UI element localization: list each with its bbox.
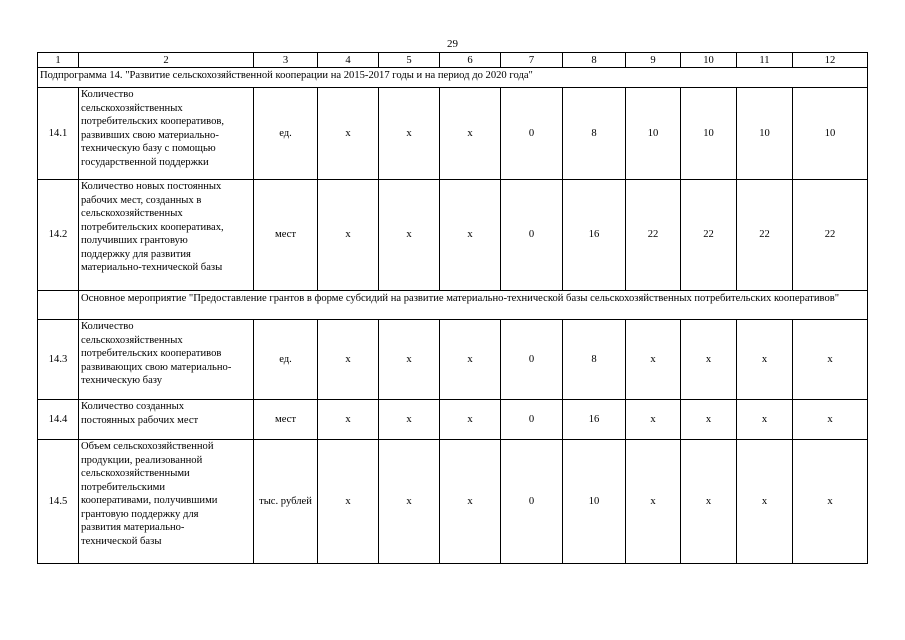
indicator-name-line: Объем сельскохозяйственной <box>81 441 214 452</box>
unit-cell: мест <box>254 180 318 291</box>
indicator-name-cell <box>79 180 254 291</box>
indicator-name-line: развивающих свою материально- <box>81 361 232 373</box>
page-number: 29 <box>447 38 458 50</box>
indicator-name-line: получивших грантовую <box>81 235 188 246</box>
indicator-name-line: поддержку для развития <box>81 248 191 260</box>
value-cell: 8 <box>563 88 626 180</box>
column-number: 12 <box>793 53 868 68</box>
unit-cell: мест <box>254 400 318 440</box>
unit-cell: ед. <box>254 88 318 180</box>
main-activity-title: Основное мероприятие "Предоставление грантов в форме субсидий на развитие материально-технической базы сельскохозяйственных потребительских кооперативов" <box>79 291 868 320</box>
value-cell: x <box>318 400 379 440</box>
value-cell: x <box>379 400 440 440</box>
empty-cell <box>38 291 79 320</box>
indicator-name-line: продукции, реализованной <box>81 454 203 466</box>
row-number-cell: 14.4 <box>38 400 79 440</box>
value-cell: 22 <box>793 180 868 291</box>
indicator-name-line: техническую базу <box>81 375 163 386</box>
main-activity-row <box>38 291 868 320</box>
indicator-name-line: Количество созданных <box>81 401 184 412</box>
value-cell: x <box>318 320 379 400</box>
indicator-name-line: Количество новых постоянных <box>81 181 222 192</box>
value-cell: x <box>793 440 868 564</box>
value-cell: x <box>793 400 868 440</box>
value-cell: x <box>440 400 501 440</box>
column-number-row <box>38 53 868 68</box>
indicator-name-line: государственной поддержки <box>81 156 209 168</box>
value-cell: 10 <box>563 440 626 564</box>
column-number: 8 <box>563 53 626 68</box>
value-cell: 16 <box>563 180 626 291</box>
indicator-name-line: потребительских кооперативах, <box>81 221 224 233</box>
value-cell: x <box>379 88 440 180</box>
value-cell: 16 <box>563 400 626 440</box>
value-cell: x <box>737 400 793 440</box>
indicator-name-line: развития материально- <box>81 522 185 533</box>
value-cell: 10 <box>626 88 681 180</box>
value-cell: 22 <box>626 180 681 291</box>
column-number: 2 <box>79 53 254 68</box>
value-cell: 10 <box>793 88 868 180</box>
value-cell: x <box>318 88 379 180</box>
value-cell: x <box>681 400 737 440</box>
table-row <box>38 320 868 400</box>
column-number: 7 <box>501 53 563 68</box>
unit-cell: ед. <box>254 320 318 400</box>
value-cell: x <box>379 180 440 291</box>
indicator-name-line: Количество <box>81 321 134 332</box>
value-cell: x <box>318 440 379 564</box>
value-cell: x <box>793 320 868 400</box>
value-cell: x <box>440 440 501 564</box>
column-number: 3 <box>254 53 318 68</box>
column-number: 5 <box>379 53 440 68</box>
value-cell: x <box>440 320 501 400</box>
value-cell: x <box>626 320 681 400</box>
subprogram-title: Подпрограмма 14. "Развитие сельскохозяйственной кооперации на 2015-2017 годы и на период до 2020 года" <box>38 68 868 88</box>
indicator-name-cell <box>79 320 254 400</box>
indicator-name-line: сельскохозяйственных <box>81 334 183 346</box>
value-cell: 22 <box>737 180 793 291</box>
indicator-name-cell <box>79 440 254 564</box>
column-number: 1 <box>38 53 79 68</box>
value-cell: 10 <box>737 88 793 180</box>
indicator-name-cell <box>79 400 254 440</box>
column-number: 4 <box>318 53 379 68</box>
value-cell: 0 <box>501 88 563 180</box>
value-cell: x <box>318 180 379 291</box>
indicator-name-line: постоянных рабочих мест <box>81 414 199 426</box>
value-cell: 0 <box>501 180 563 291</box>
indicator-name-line: сельскохозяйственными <box>81 468 190 479</box>
indicator-name-line: кооперативами, получившими <box>81 495 218 506</box>
indicator-name-line: техническую базу с помощью <box>81 143 216 154</box>
value-cell: 8 <box>563 320 626 400</box>
row-number-cell: 14.3 <box>38 320 79 400</box>
value-cell: 0 <box>501 320 563 400</box>
column-number: 10 <box>681 53 737 68</box>
value-cell: x <box>440 88 501 180</box>
column-number: 6 <box>440 53 501 68</box>
value-cell: x <box>626 400 681 440</box>
value-cell: x <box>681 320 737 400</box>
indicator-name-line: развивших свою материально- <box>81 129 219 141</box>
indicator-name-line: потребительскими <box>81 481 165 493</box>
indicators-table <box>37 52 868 564</box>
indicator-name-line: рабочих мест, созданных в <box>81 194 202 206</box>
value-cell: x <box>681 440 737 564</box>
value-cell: x <box>737 320 793 400</box>
table-row <box>38 400 868 440</box>
indicator-name-cell <box>79 88 254 180</box>
value-cell: x <box>626 440 681 564</box>
value-cell: 0 <box>501 440 563 564</box>
table-row <box>38 88 868 180</box>
value-cell: x <box>737 440 793 564</box>
row-number-cell: 14.5 <box>38 440 79 564</box>
value-cell: x <box>440 180 501 291</box>
indicator-name-line: Количество <box>81 89 134 100</box>
unit-cell: тыс. рублей <box>254 440 318 564</box>
indicator-name-line: сельскохозяйственных <box>81 102 183 114</box>
table-row <box>38 180 868 291</box>
column-number: 9 <box>626 53 681 68</box>
table-row <box>38 440 868 564</box>
value-cell: 0 <box>501 400 563 440</box>
subprogram-row <box>38 68 868 88</box>
value-cell: x <box>379 320 440 400</box>
indicator-name-line: материально-технической базы <box>81 262 223 273</box>
value-cell: 10 <box>681 88 737 180</box>
value-cell: 22 <box>681 180 737 291</box>
indicator-name-line: потребительских кооперативов, <box>81 116 225 127</box>
value-cell: x <box>379 440 440 564</box>
row-number-cell: 14.2 <box>38 180 79 291</box>
indicator-name-line: сельскохозяйственных <box>81 208 183 219</box>
column-number: 11 <box>737 53 793 68</box>
indicator-name-line: технической базы <box>81 535 162 547</box>
row-number-cell: 14.1 <box>38 88 79 180</box>
indicator-name-line: грантовую поддержку для <box>81 508 199 520</box>
indicator-name-line: потребительских кооперативов <box>81 348 222 359</box>
